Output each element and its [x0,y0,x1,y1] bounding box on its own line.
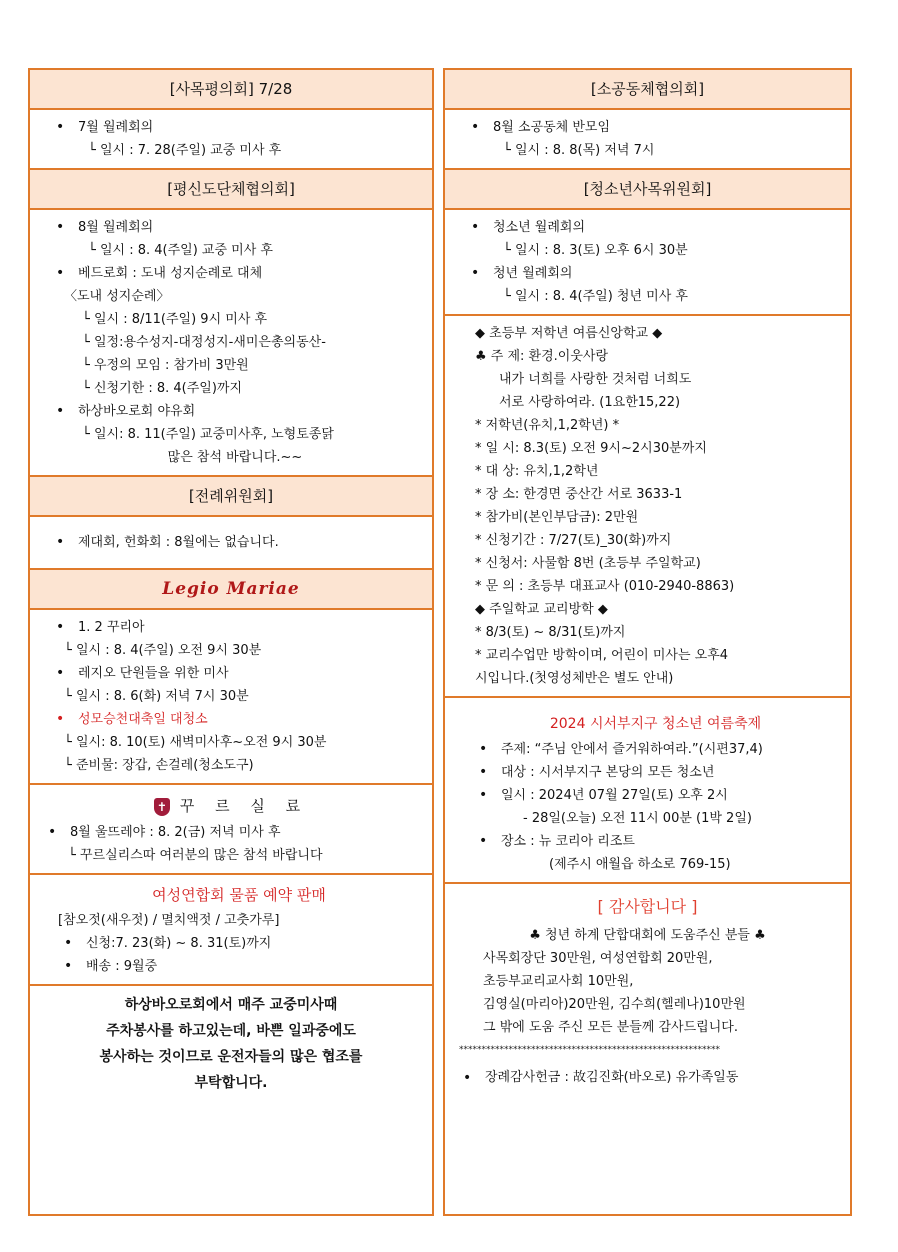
list-item: └ 꾸르실리스따 여러분의 많은 참석 바랍니다 [68,848,323,863]
list-item: └ 일시 : 8. 4(주일) 교중 미사 후 [88,243,273,258]
section-liturgy-committee [30,517,432,570]
list-item: • 장소 : 뉴 코리아 리조트 [475,830,836,853]
school-line: ◆ 주일학교 교리방학 ◆ [475,602,608,617]
section-pastoral-council [30,110,432,170]
thanks-line: 사목회장단 30만원, 여성연합회 20만원, [483,951,713,966]
school-line: * 참가비(본인부담금): 2만원 [475,510,639,525]
list-item: └ 일시: 8. 11(주일) 교중미사후, 노형토종닭 [82,427,334,442]
list-item: └ 우정의 모임 : 참가비 3만원 [82,358,249,373]
section-small-community [445,110,850,170]
notice-line: 주차봉사를 하고있는데, 바쁜 일과중에도 [106,1023,356,1039]
list-item: └ 신청기한 : 8. 4(주일)까지 [82,381,243,396]
section-title-laity-council: [평신도단체협의회] [30,170,432,210]
list-item: └ 일시 : 8. 3(토) 오후 6시 30분 [503,243,688,258]
section-laity-council [30,210,432,477]
school-line: ♣ 주 제: 환경.이웃사랑 [475,349,609,364]
divider-stars: ********************************************************** [459,1045,720,1055]
thanks-line: 김영실(마리아)20만원, 김수희(헬레나)10만원 [483,997,746,1012]
list-item: └ 일시 : 8. 4(주일) 오전 9시 30분 [64,643,262,658]
list-item: 많은 참석 바랍니다.~~ [167,450,303,465]
list-item: • 장례감사헌금 : 故김진화(바오로) 유가족일동 [459,1062,836,1094]
list-item: └ 일시 : 8. 6(화) 저녁 7시 30분 [64,689,249,704]
notice-line: 부탁합니다. [194,1075,268,1091]
list-item: └ 일시: 8. 10(토) 새벽미사후~오전 9시 30분 [64,735,327,750]
section-summer-faith-school [445,316,850,698]
left-column [28,68,434,1216]
right-column [443,68,852,1216]
list-item: • 8월 월례회의 [52,216,418,239]
section-title-thanks: [ 감사합니다 ] [597,897,698,916]
list-item: - 28일(오늘) 오전 11시 00분 (1박 2일) [523,811,752,826]
school-line: * 8/3(토) ~ 8/31(토)까지 [475,625,626,640]
school-line: * 일 시: 8.3(토) 오전 9시~2시30분까지 [475,441,707,456]
school-line: * 장 소: 한경면 중산간 서로 3633-1 [475,487,683,502]
school-line: * 신청기간 : 7/27(토)_30(화)까지 [475,533,672,548]
section-title-liturgy-committee: [전례위원회] [30,477,432,517]
list-item: └ 일시 : 8. 4(주일) 청년 미사 후 [503,289,688,304]
thanks-line: 그 밖에 도움 주신 모든 분들께 감사드립니다. [483,1020,738,1035]
list-item: • 8월 소공동체 반모임 [467,116,836,139]
section-womens-association [30,875,432,986]
list-item: └ 준비물: 장갑, 손걸레(청소도구) [64,758,254,773]
cursillo-emblem-icon [154,798,170,816]
school-line: * 신청서: 사물함 8번 (초등부 주일학교) [475,556,701,571]
school-line: * 문 의 : 초등부 대표교사 (010-2940-8863) [475,579,735,594]
bulletin-page [28,68,852,1216]
list-item: • 1. 2 꾸리아 [52,616,418,639]
list-item: • 하상바오로회 야유회 [52,400,418,423]
school-title: ◆ 초등부 저학년 여름신앙학교 ◆ [475,326,663,341]
section-title-pastoral-council: [사목평의회] 7/28 [30,70,432,110]
school-line: 서로 사랑하여라. (1요한15,22) [499,395,681,410]
school-line: 시입니다.(첫영성체반은 별도 안내) [475,671,674,686]
section-cursillo [30,785,432,875]
list-item: • 8월 울뜨레야 : 8. 2(금) 저녁 미사 후 [44,821,418,844]
list-item: (제주시 애월읍 하소로 769-15) [549,857,731,872]
section-legio-mariae [30,610,432,785]
list-item: • 대상 : 시서부지구 본당의 모든 청소년 [475,761,836,784]
list-item: └ 일시 : 8. 8(목) 저녁 7시 [503,143,655,158]
list-item: [참오젓(새우젓) / 멸치액젓 / 고춧가루] [58,913,280,928]
list-item: • 레지오 단원들을 위한 미사 [52,662,418,685]
list-item: └ 일시 : 8/11(주일) 9시 미사 후 [82,312,268,327]
list-item: • 청소년 월례회의 [467,216,836,239]
list-item: └ 일정:용수성지-대정성지-새미은총의동산- [82,335,326,350]
list-item: └ 일시 : 7. 28(주일) 교중 미사 후 [88,143,282,158]
list-item: • 일시 : 2024년 07월 27일(토) 오후 2시 [475,784,836,807]
section-title-womens-association: 여성연합회 물품 예약 판매 [152,886,326,904]
section-title-youth-committee: [청소년사목위원회] [445,170,850,210]
list-item: • 성모승천대축일 대청소 [52,708,418,731]
notice-line: 봉사하는 것이므로 운전자들의 많은 협조를 [99,1049,363,1065]
section-youth-committee [445,210,850,316]
thanks-line: ♣ 청년 하계 단합대회에 도움주신 분들 ♣ [529,928,766,943]
notice-line: 하상바오로회에서 매주 교중미사때 [124,997,338,1013]
section-title-cursillo: ✝꾸 르 실 료 [44,791,418,821]
list-item: • 주제: “주님 안에서 즐거워하여라.”(시편37,4) [475,738,836,761]
list-item: • 배송 : 9월중 [60,955,418,978]
section-parking-notice [30,986,432,1102]
school-line: 내가 너희를 사랑한 것처럼 너희도 [499,372,692,387]
list-item: • 청년 월례회의 [467,262,836,285]
section-title-legio-mariae [30,570,432,610]
school-line: * 교리수업만 방학이며, 어린이 미사는 오후4 [475,648,729,663]
list-item: • 베드로회 : 도내 성지순례로 대체 [52,262,418,285]
list-item: • 제대회, 헌화회 : 8월에는 없습니다. [52,531,418,554]
school-line: * 대 상: 유치,1,2학년 [475,464,599,479]
list-item: 〈도내 성지순례〉 [64,289,170,304]
section-youth-festival [445,698,850,884]
section-title-youth-festival: 2024 시서부지구 청소년 여름축제 [549,716,762,732]
school-line: * 저학년(유치,1,2학년) * [475,418,620,433]
thanks-line: 초등부교리교사회 10만원, [483,974,634,989]
list-item: • 신청:7. 23(화) ~ 8. 31(토)까지 [60,932,418,955]
section-title-small-community: [소공동체협의회] [445,70,850,110]
legio-mariae-logo: Legio Mariae [162,579,300,599]
list-item: • 7월 월례회의 [52,116,418,139]
section-thanks [445,884,850,1100]
